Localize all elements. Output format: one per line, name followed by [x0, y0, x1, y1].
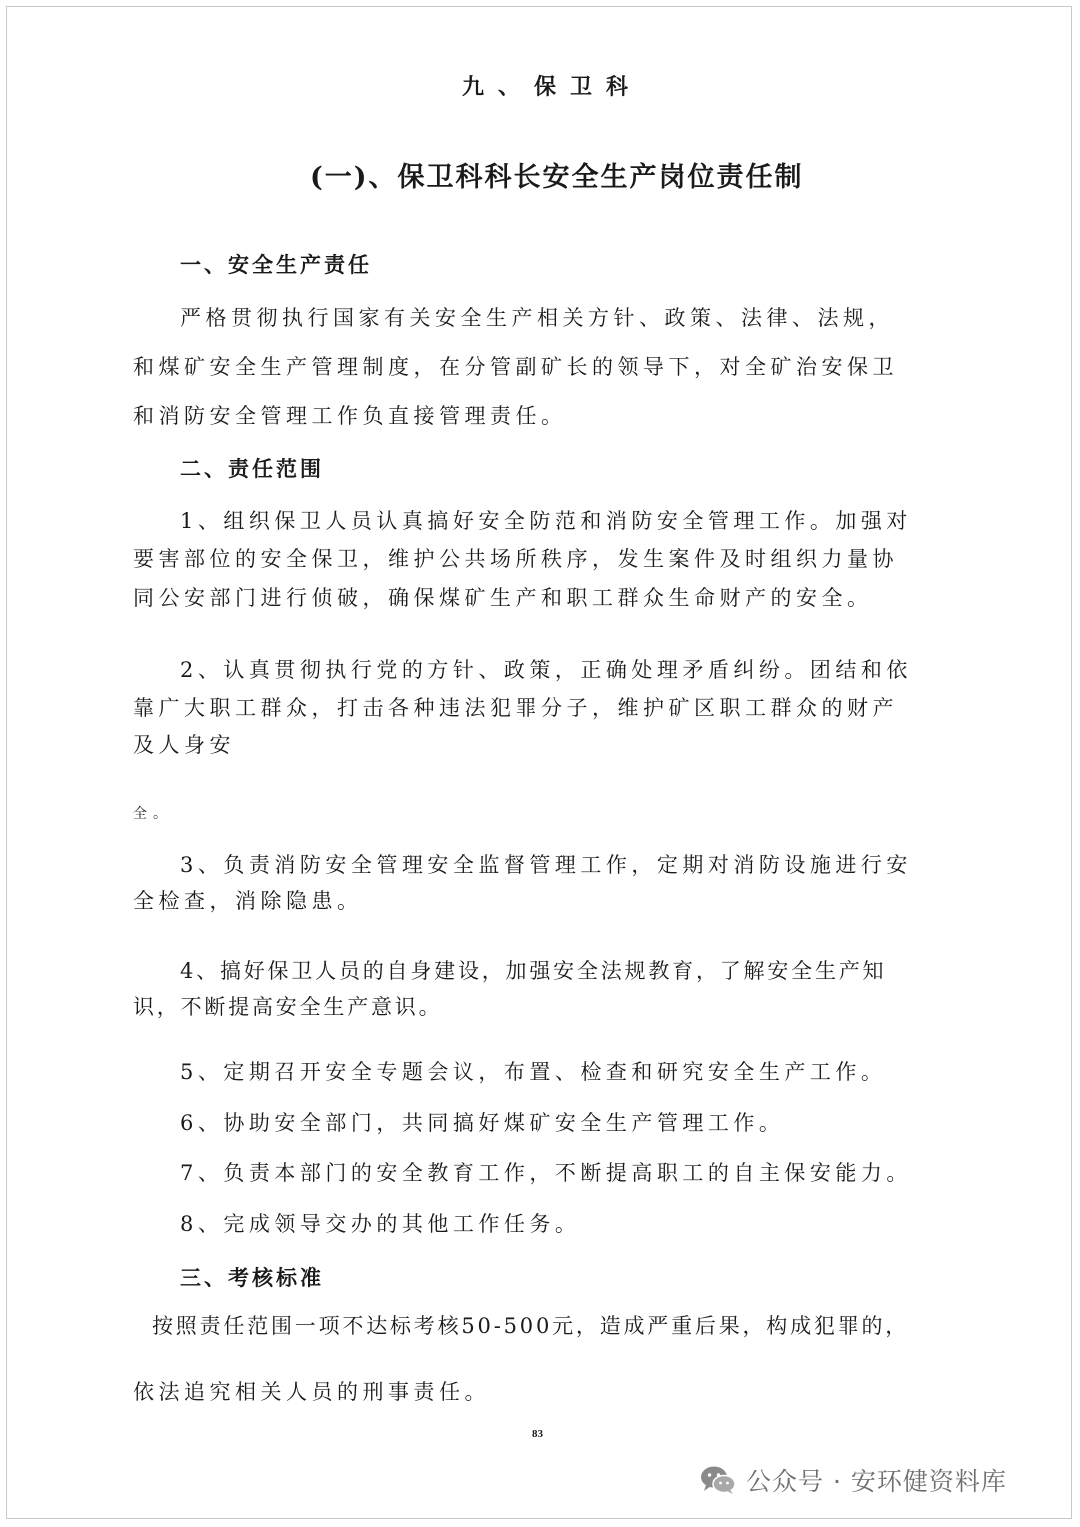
paragraph-line: 和煤矿安全生产管理制度，在分管副矿长的领导下，对全矿治安保卫: [133, 355, 898, 379]
paragraph-line: 按照责任范围一项不达标考核50-500元，造成严重后果，构成犯罪的，: [152, 1314, 910, 1338]
list-item-line: 同公安部门进行侦破，确保煤矿生产和职工群众生命财产的安全。: [133, 586, 873, 610]
paragraph-line: 依法追究相关人员的刑事责任。: [133, 1380, 490, 1404]
document-title: (一)、保卫科科长安全生产岗位责任制: [310, 162, 804, 193]
heading-safety-responsibility: 一、安全生产责任: [180, 252, 372, 277]
list-item-line: 7、负责本部门的安全教育工作，不断提高职工的自主保安能力。: [180, 1161, 912, 1185]
document-page: [6, 6, 1072, 1519]
section-title: 九、保卫科: [462, 74, 643, 100]
watermark-text: 公众号 · 安环健资料库: [746, 1467, 1007, 1496]
watermark: [700, 1462, 1007, 1498]
page-number: 83: [532, 1428, 543, 1440]
wechat-icon: [700, 1465, 736, 1495]
heading-assessment-standard: 三、考核标准: [180, 1265, 324, 1290]
list-item-line: 靠广大职工群众，打击各种违法犯罪分子，维护矿区职工群众的财产: [133, 696, 898, 720]
heading-responsibility-scope: 二、责任范围: [180, 456, 324, 481]
list-item-line: 3、负责消防安全管理安全监督管理工作，定期对消防设施进行安: [180, 853, 912, 877]
list-item-line: 识，不断提高安全生产意识。: [133, 995, 443, 1019]
list-item-line: 2、认真贯彻执行党的方针、政策，正确处理矛盾纠纷。团结和依: [180, 658, 912, 682]
list-item-line: 要害部位的安全保卫，维护公共场所秩序，发生案件及时组织力量协: [133, 547, 898, 571]
list-item-line: 5、定期召开安全专题会议，布置、检查和研究安全生产工作。: [180, 1060, 887, 1084]
list-item-line: 1、组织保卫人员认真搞好安全防范和消防安全管理工作。加强对: [180, 509, 912, 533]
list-item-tail: 全。: [133, 806, 173, 822]
list-item-line: 全检查，消除隐患。: [133, 889, 363, 913]
list-item-line: 4、搞好保卫人员的自身建设，加强安全法规教育，了解安全生产知: [180, 959, 887, 983]
list-item-line: 6、协助安全部门，共同搞好煤矿安全生产管理工作。: [180, 1111, 785, 1135]
list-item-line: 及人身安: [133, 733, 235, 757]
list-item-line: 8、完成领导交办的其他工作任务。: [180, 1212, 581, 1236]
paragraph-line: 和消防安全管理工作负直接管理责任。: [133, 404, 567, 428]
paragraph-line: 严格贯彻执行国家有关安全生产相关方针、政策、法律、法规，: [180, 306, 894, 330]
